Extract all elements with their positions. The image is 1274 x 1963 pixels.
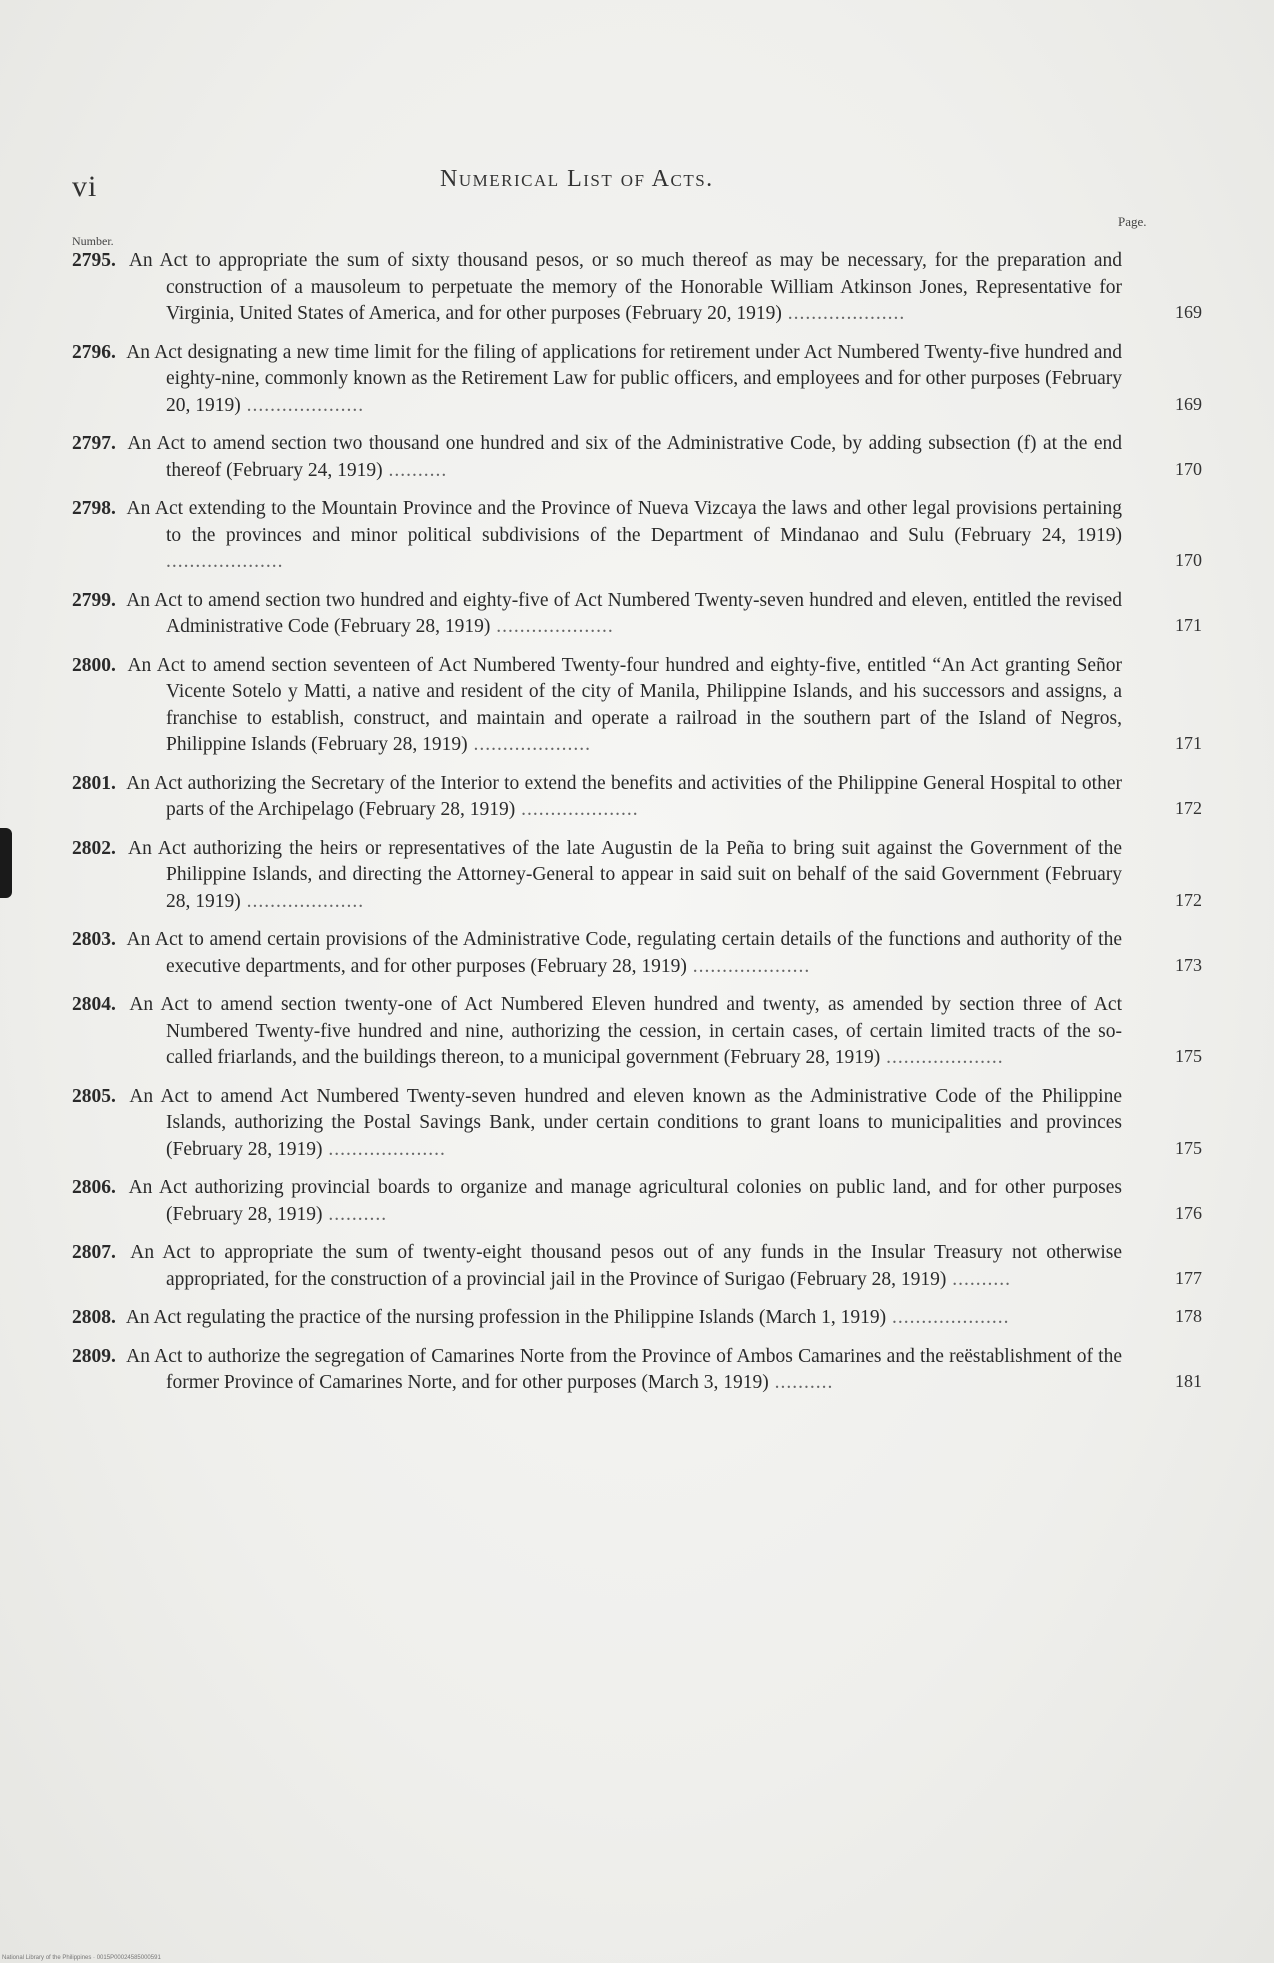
dot-leader: .................... <box>880 1047 1004 1068</box>
list-item <box>72 431 1202 484</box>
act-title: An Act extending to the Mountain Province and the Province of Nueva Vizcaya the laws and other legal provisions pertaining to the provinces and minor political subdivisions of the Department of Mindanao and Sulu (February 24, 1919) <box>126 498 1122 546</box>
dot-leader: .................... <box>686 955 811 977</box>
act-title: An Act regulating the practice of the nursing profession in the Philippine Islands (March 1, 1919) <box>125 1307 887 1328</box>
act-title: An Act to appropriate the sum of twenty-eight thousand pesos out of any funds in the Insular Treasury not otherwise appropriated, for the construction of a provincial jail in the Province of Surigao (February 28, 1919) <box>130 1242 1123 1290</box>
dot-leader: .......... <box>946 1268 1011 1290</box>
list-item <box>72 340 1202 420</box>
list-item <box>72 992 1202 1072</box>
list-item <box>72 771 1202 824</box>
list-item <box>72 588 1202 641</box>
list-item <box>72 927 1202 980</box>
dot-leader: .......... <box>382 459 448 481</box>
act-number: 2797. <box>72 433 116 454</box>
act-page: 172 <box>1175 798 1202 818</box>
act-page: 172 <box>1175 889 1202 910</box>
act-title: An Act to amend section twenty-one of Act Numbered Eleven hundred and twenty, as amended by section three of Act Numbered Twenty-five hundred and nine, authorizing the cession, in certain cases, of certain limited tracts of the so-called friarlands, and the buildings thereon, to a municipal government (February 28, 1919) <box>129 994 1122 1068</box>
act-page: 175 <box>1175 1046 1202 1066</box>
act-title: An Act to amend section two thousand one hundred and six of the Administrative Code, by adding subsection (f) at the end thereof (February 24, 1919) <box>127 433 1122 481</box>
page-title: Numerical List of Acts. <box>440 166 714 192</box>
list-item <box>72 1240 1202 1293</box>
act-page: 176 <box>1175 1202 1202 1223</box>
act-title: An Act authorizing the Secretary of the Interior to extend the benefits and activities of the Philippine General Hospital to other parts of the Archipelago (February 28, 1919) <box>126 772 1122 820</box>
dot-leader: .......... <box>768 1372 834 1393</box>
act-page: 169 <box>1175 302 1202 322</box>
act-title: An Act to amend section two hundred and eighty-five of Act Numbered Twenty-seven hundred and eleven, entitled the revised Administrative Code (February 28, 1919) <box>126 589 1122 637</box>
act-title: An Act to amend certain provisions of the Administrative Code, regulating certain details of the functions and authority of the executive departments, and for other purposes (February 28, 1919) <box>126 929 1122 977</box>
act-title: An Act designating a new time limit for the filing of applications for retirement under Act Numbered Twenty-five hundred and eighty-nine, commonly known as the Retirement Law for public officers, and employees and for other purposes (February 20, 1919) <box>126 341 1122 416</box>
act-number: 2801. <box>72 772 116 794</box>
act-number: 2800. <box>72 654 116 676</box>
act-title: An Act to appropriate the sum of sixty thousand pesos, or so much thereof as may be necessary, for the preparation and construction of a mausoleum to perpetuate the memory of the Honorable William Atkinson Jones, Representative for Virginia, United States of America, and for other purposes (February 20, 1919) <box>128 250 1122 324</box>
act-page: 170 <box>1175 458 1202 479</box>
act-title: An Act authorizing the heirs or representatives of the late Augustin de la Peña to bring suit against the Government of the Philippine Islands, and directing the Attorney-General to appear in said suit on behalf of the said Government (February 28, 1919) <box>128 837 1122 912</box>
act-page: 177 <box>1175 1267 1202 1288</box>
dot-leader: .......... <box>322 1203 388 1225</box>
act-number: 2808. <box>72 1307 116 1328</box>
dot-leader: .................... <box>490 616 614 637</box>
act-title: An Act authorizing provincial boards to organize and manage agricultural colonies on public land, and for other purposes (February 28, 1919) <box>128 1177 1122 1225</box>
act-page: 169 <box>1175 393 1202 414</box>
act-title: An Act to amend section seventeen of Act Numbered Twenty-four hundred and eighty-five, entitled “An Act granting Señor Vicente Sotelo y Matti, a native and resident of the city of Manila, Philippine Islands, and his successors and assigns, a franchise to establish, construct, and maintain and operate a railroad in the southern part of the Island of Negros, Philippine Islands (February 28, 1919) <box>127 654 1122 755</box>
act-number: 2806. <box>72 1177 116 1198</box>
dot-leader: .................... <box>781 303 906 324</box>
act-number: 2804. <box>72 994 116 1015</box>
dot-leader: .................... <box>240 890 365 912</box>
act-number: 2809. <box>72 1345 116 1367</box>
act-page: 178 <box>1175 1306 1202 1326</box>
dot-leader: .................... <box>467 734 592 755</box>
list-item <box>72 836 1202 916</box>
act-number: 2807. <box>72 1242 116 1263</box>
act-number: 2805. <box>72 1085 116 1107</box>
column-header-page: Page. <box>1118 214 1147 229</box>
list-item <box>72 248 1202 328</box>
act-number: 2796. <box>72 341 116 363</box>
list-item <box>72 1344 1202 1397</box>
act-title: An Act to authorize the segregation of Camarines Norte from the Province of Ambos Camarines and the reëstablishment of the former Province of Camarines Norte, and for other purposes (March 3, 1919) <box>126 1345 1122 1393</box>
act-title: An Act to amend Act Numbered Twenty-seven hundred and eleven known as the Administrative Code of the Philippine Islands, authorizing the Postal Savings Bank, under certain conditions to grant loans to municipalities and provinces (February 28, 1919) <box>129 1085 1122 1160</box>
act-page: 181 <box>1175 1371 1202 1391</box>
act-page: 171 <box>1175 615 1202 635</box>
list-item <box>72 1305 1202 1332</box>
acts-list <box>72 248 1202 1409</box>
dot-leader: .................... <box>166 551 284 572</box>
act-number: 2803. <box>72 929 116 950</box>
column-header-number: Number. <box>72 234 114 248</box>
page-number: vi <box>72 170 98 203</box>
list-item <box>72 1175 1202 1228</box>
dot-leader: .................... <box>322 1138 446 1160</box>
act-number: 2798. <box>72 498 116 519</box>
act-page: 170 <box>1175 550 1202 570</box>
dot-leader: .................... <box>515 799 639 820</box>
act-page: 171 <box>1175 733 1202 753</box>
archive-footer-note: National Library of the Philippines · 0015P00024585000591 <box>2 1955 161 1961</box>
list-item <box>72 1084 1202 1164</box>
dot-leader: .................... <box>240 394 365 416</box>
dot-leader: .................... <box>886 1307 1010 1328</box>
act-page: 175 <box>1175 1137 1202 1158</box>
act-number: 2795. <box>72 250 116 271</box>
act-page: 173 <box>1175 954 1202 975</box>
list-item <box>72 653 1202 759</box>
binding-mark <box>0 828 12 898</box>
list-item <box>72 496 1202 576</box>
act-number: 2799. <box>72 589 116 611</box>
act-number: 2802. <box>72 837 116 859</box>
